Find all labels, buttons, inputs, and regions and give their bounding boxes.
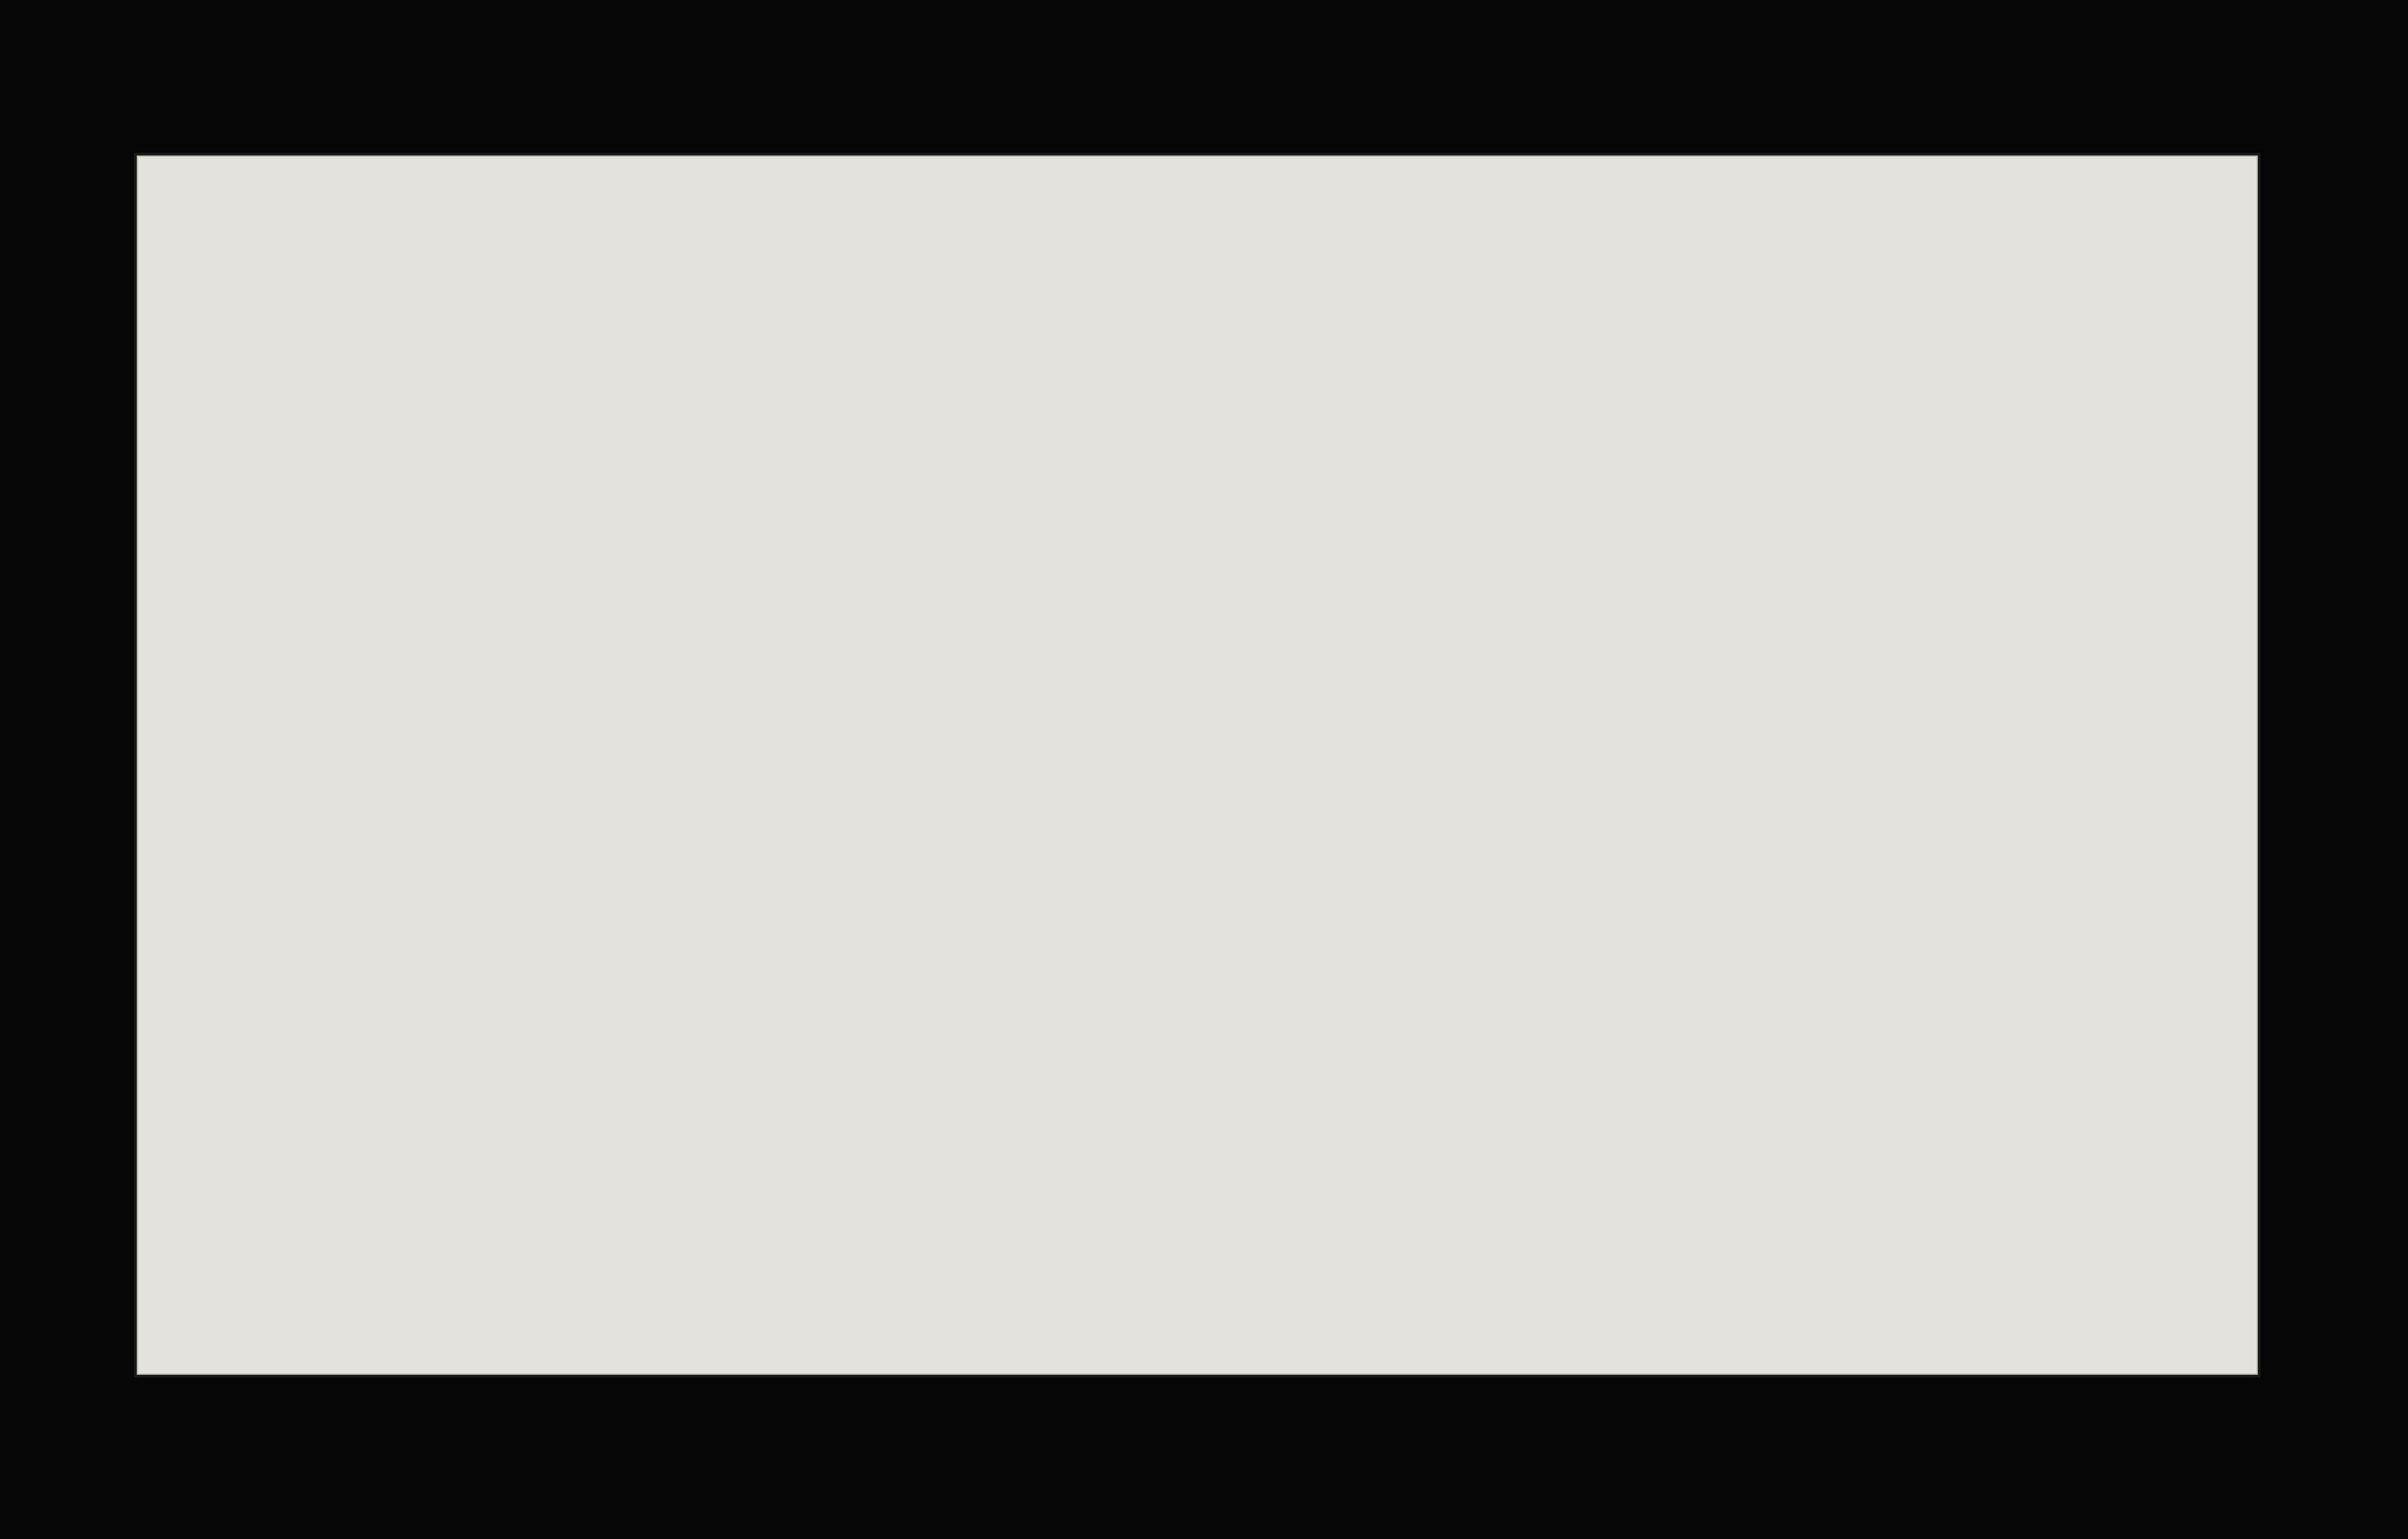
census-card (137, 156, 2258, 1375)
